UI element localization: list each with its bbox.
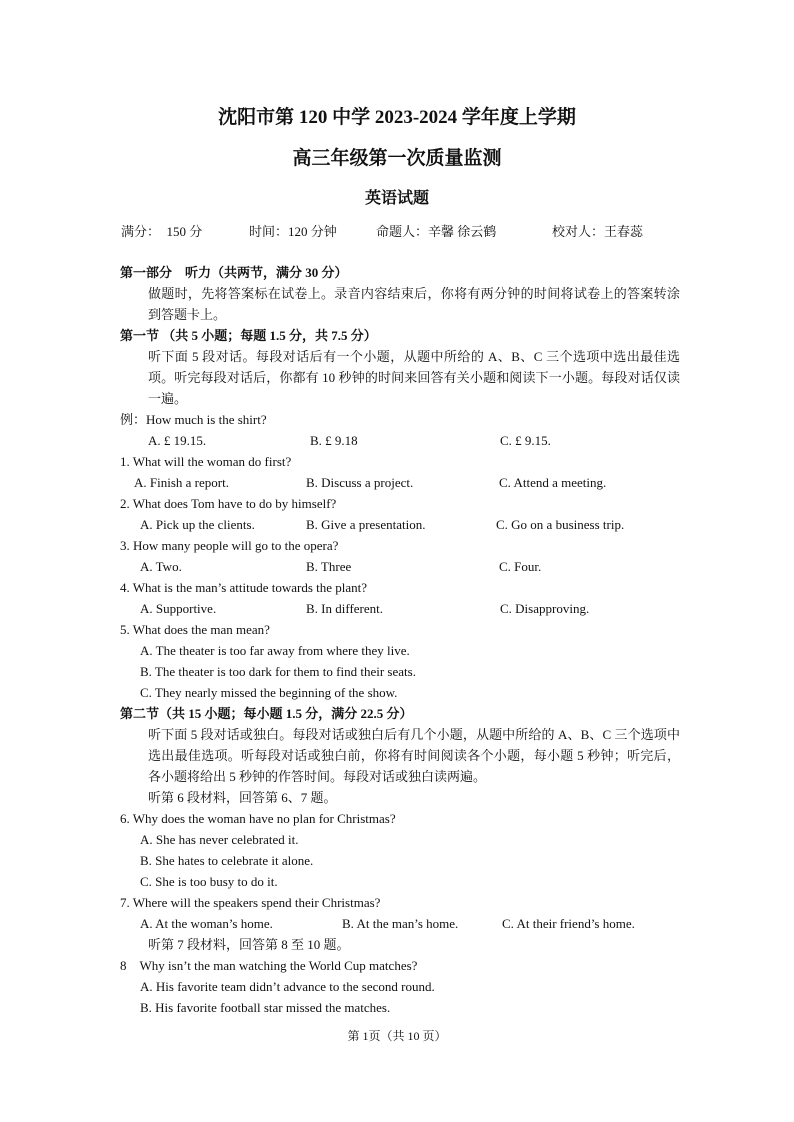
option-b: B. Give a presentation. [306,517,426,532]
section1-instructions: 听下面 5 段对话。每段对话后有一个小题，从题中所给的 A、B、C 三个选项中选出最佳选项。听完每段对话后，你都有 10 秒钟的时间来回答有关小题和阅读下一小题。每段对话仅读一遍。 [148,349,680,406]
option-c: C. Four. [499,559,542,574]
question-2: 2. What does Tom have to do by himself? [120,496,337,511]
question-2-options [120,514,680,535]
option-b: B. She hates to celebrate it alone. [140,853,314,868]
exam-authors: 命题人：辛馨 徐云鹤 [376,224,497,239]
section2-instructions: 听下面 5 段对话或独白。每段对话或独白后有几个小题，从题中所给的 A、B、C 三个选项中选出最佳选项。听每段对话或独白前，你将有时间阅读各个小题，每小题 5 秒钟；听完后，各小题将给出 5 秒钟的作答时间。每段对话或独白读两遍。 [148,727,680,784]
option-a: A. Pick up the clients. [140,517,255,532]
option-a: A. Supportive. [140,601,217,616]
option-a: A. Finish a report. [134,475,229,490]
option-b: B. In different. [306,601,384,616]
option-b: B. £ 9.18 [310,433,358,448]
option-b: B. His favorite football star missed the matches. [140,1000,391,1015]
option-b: B. Three [306,559,352,574]
question-5: 5. What does the man mean? [120,622,270,637]
section2-heading: 第二节（共 15 小题；每小题 1.5 分，满分 22.5 分） [120,706,413,721]
option-c: C. Go on a business trip. [496,517,625,532]
question-1-options [120,472,680,493]
exam-title: 沈阳市第 120 中学 2023-2024 学年度上学期 [218,107,576,128]
option-a: A. At the woman’s home. [140,916,273,931]
full-score: 满分： 150 分 [121,224,203,239]
option-c: C. Attend a meeting. [499,475,607,490]
exam-info [121,221,681,242]
question-3: 3. How many people will go to the opera? [120,538,339,553]
exam-subtitle: 高三年级第一次质量监测 [292,148,502,169]
material-7-note: 听第 7 段材料，回答第 8 至 10 题。 [148,937,350,952]
question-3-options [120,556,680,577]
part1-heading: 第一部分 听力（共两节，满分 30 分） [120,265,348,280]
question-6: 6. Why does the woman have no plan for Christmas? [120,811,396,826]
question-7: 7. Where will the speakers spend their Christmas? [120,895,381,910]
option-a: A. She has never celebrated it. [140,832,299,847]
exam-proofreader: 校对人：王春蕊 [552,224,644,239]
option-c: C. £ 9.15. [500,433,551,448]
subject-title: 英语试题 [364,190,429,207]
option-c: C. Disapproving. [500,601,590,616]
option-b: B. At the man’s home. [342,916,459,931]
option-c: C. They nearly missed the beginning of the show. [140,685,398,700]
question-1: 1. What will the woman do first? [120,454,292,469]
exam-time: 时间：120 分钟 [249,224,337,239]
question-7-options [120,913,680,934]
option-a: A. The theater is too far away from where they live. [140,643,410,658]
option-a: A. Two. [140,559,182,574]
section1-heading: 第一节 （共 5 小题；每题 1.5 分，共 7.5 分） [120,328,377,343]
option-b: B. The theater is too dark for them to find their seats. [140,664,416,679]
option-a: A. His favorite team didn’t advance to the second round. [140,979,435,994]
material-6-note: 听第 6 段材料，回答第 6、7 题。 [148,790,337,805]
option-b: B. Discuss a project. [306,475,414,490]
example-options [120,430,680,451]
exam-content [120,262,680,1018]
option-a: A. £ 19.15. [148,433,207,448]
page-number: 第 1页（共 10 页） [347,1029,447,1043]
option-c: C. She is too busy to do it. [140,874,278,889]
question-8: 8 Why isn’t the man watching the World Cup matches? [120,958,418,973]
question-4: 4. What is the man’s attitude towards the plant? [120,580,368,595]
question-4-options [120,598,680,619]
example-question: 例：How much is the shirt? [120,412,267,427]
part1-instructions: 做题时，先将答案标在试卷上。录音内容结束后，你将有两分钟的时间将试卷上的答案转涂到答题卡上。 [148,286,680,322]
option-c: C. At their friend’s home. [502,916,635,931]
